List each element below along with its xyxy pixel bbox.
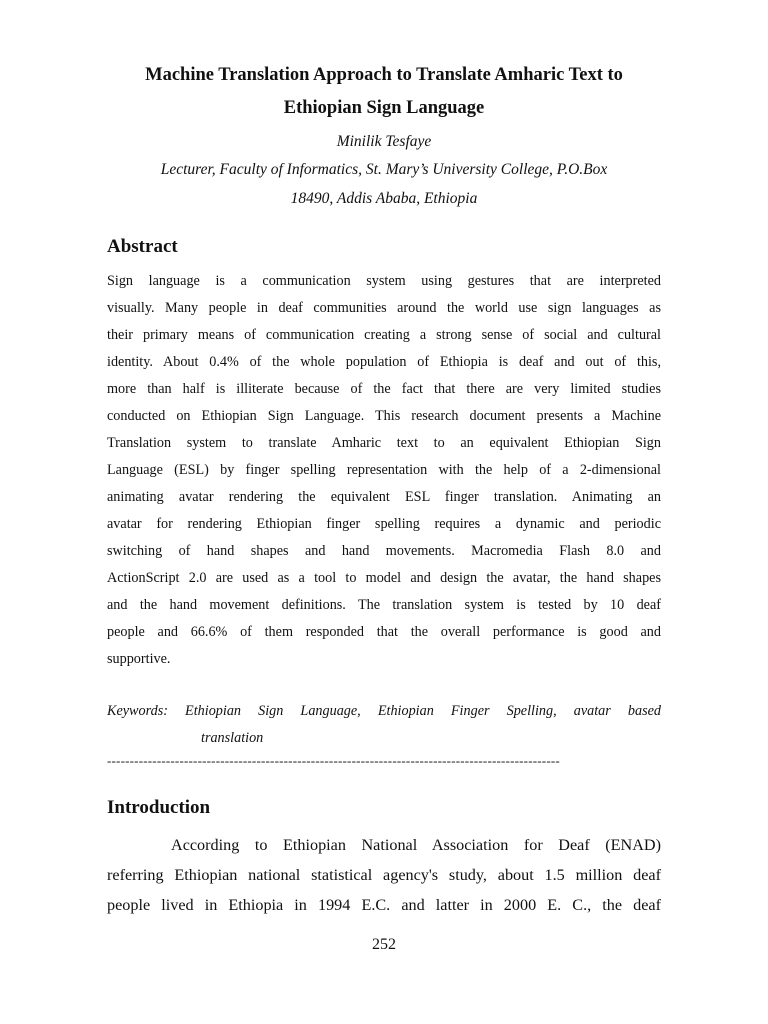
abstract-line: animating avatar rendering the equivalent ESL finger translation. Animating an xyxy=(107,489,661,505)
keywords xyxy=(107,697,661,751)
paper-title-line-1: Machine Translation Approach to Translate Amharic Text to xyxy=(145,65,623,85)
abstract-line: switching of hand shapes and hand movements. Macromedia Flash 8.0 and xyxy=(107,543,661,559)
abstract-body xyxy=(107,268,661,673)
paper-title-line-2: Ethiopian Sign Language xyxy=(283,98,485,118)
abstract-line: ActionScript 2.0 are used as a tool to model and design the avatar, the hand shapes xyxy=(107,570,661,586)
introduction-body xyxy=(107,830,661,920)
abstract-line: Language (ESL) by finger spelling representation with the help of a 2-dimensional xyxy=(107,462,661,478)
abstract-line: their primary means of communication creating a strong sense of social and cultural xyxy=(107,327,661,343)
abstract-line: and the hand movement definitions. The translation system is tested by 10 deaf xyxy=(107,597,661,613)
author-name: Minilik Tesfaye xyxy=(336,133,432,150)
dashed-separator: ---------------------------------------------------------------------------------------------------- xyxy=(107,753,560,768)
abstract-line: more than half is illiterate because of the fact that there are very limited studies xyxy=(107,381,661,397)
page-number: 252 xyxy=(372,936,396,953)
abstract-line: conducted on Ethiopian Sign Language. This research document presents a Machine xyxy=(107,408,661,424)
abstract-line: avatar for rendering Ethiopian finger spelling requires a dynamic and periodic xyxy=(107,516,661,532)
abstract-line: identity. About 0.4% of the whole population of Ethiopia is deaf and out of this, xyxy=(107,354,661,370)
introduction-line: According to Ethiopian National Association for Deaf (ENAD) xyxy=(171,836,661,854)
abstract-line: supportive. xyxy=(107,651,171,667)
abstract-line: Sign language is a communication system using gestures that are interpreted xyxy=(107,273,661,289)
abstract-line: Translation system to translate Amharic text to an equivalent Ethiopian Sign xyxy=(107,435,661,451)
affiliation-line-1: Lecturer, Faculty of Informatics, St. Mary’s University College, P.O.Box xyxy=(160,161,608,178)
abstract-heading: Abstract xyxy=(107,236,178,257)
affiliation-line-2: 18490, Addis Ababa, Ethiopia xyxy=(290,190,478,207)
keywords-line-2: translation xyxy=(201,730,264,746)
introduction-line: people lived in Ethiopia in 1994 E.C. and latter in 2000 E. C., the deaf xyxy=(107,896,661,914)
introduction-heading: Introduction xyxy=(107,797,211,818)
keywords-line-1: Keywords: Ethiopian Sign Language, Ethiopian Finger Spelling, avatar based xyxy=(107,703,661,719)
introduction-line: referring Ethiopian national statistical agency's study, about 1.5 million deaf xyxy=(107,866,661,884)
abstract-line: visually. Many people in deaf communities around the world use sign languages as xyxy=(107,300,661,316)
abstract-line: people and 66.6% of them responded that the overall performance is good and xyxy=(107,624,661,640)
